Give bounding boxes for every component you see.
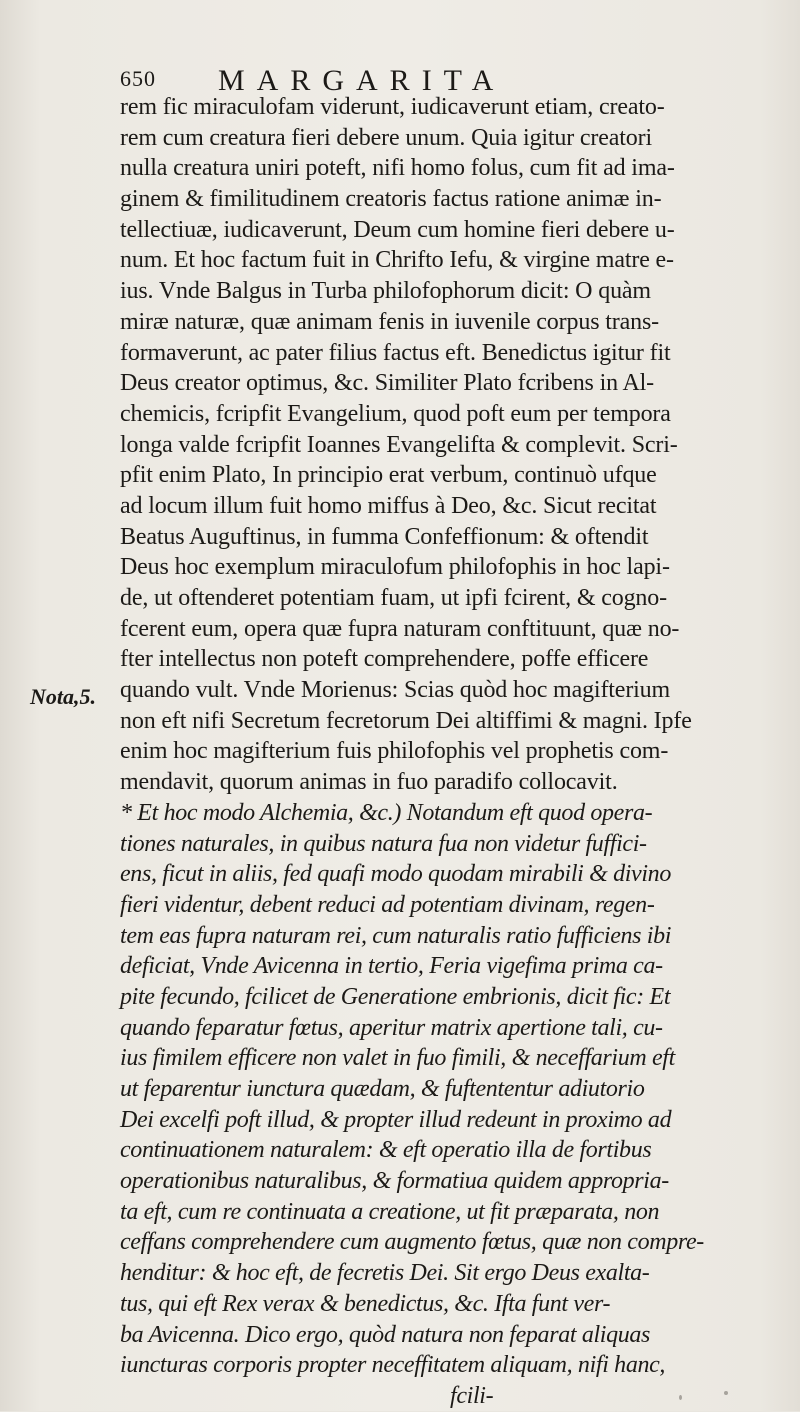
margin-note: Nota,5. [30, 684, 96, 709]
text-line: quando vult. Vnde Morienus: Scias quòd hoc magifterium [120, 677, 671, 704]
text-line: ginem & fimilitudinem creatoris factus ratione animæ in- [120, 186, 662, 213]
text-line: formaverunt, ac pater filius factus eft. Benedictus igitur fit [120, 339, 671, 366]
text-line: Beatus Auguftinus, in fumma Confeffionum: & oftendit [120, 523, 649, 550]
body-text [120, 92, 780, 1412]
text-line: ius. Vnde Balgus in Turba philofophorum dicit: O quàm [120, 278, 651, 305]
note-line: tus, qui eft Rex verax & benedictus, &c. Ifta funt ver- [120, 1290, 611, 1317]
note-line: operationibus naturalibus, & formatiua quidem appropria- [120, 1168, 669, 1195]
note-line: pite fecundo, fcilicet de Generatione embrionis, dicit fic: Et [120, 983, 671, 1010]
text-line: non eft nifi Secretum fecretorum Dei altiffimi & magni. Ipfe [120, 707, 692, 734]
text-line: chemicis, fcripfit Evangelium, quod poft eum per tempora [120, 400, 671, 427]
text-line: fter intellectus non poteft comprehendere, poffe efficere [120, 646, 649, 673]
text-line: nulla creatura uniri poteft, nifi homo folus, cum fit ad ima- [120, 155, 675, 182]
note-line: Dei excelfi poft illud, & propter illud redeunt in proximo ad [120, 1106, 672, 1133]
note-line: ceffans comprehendere cum augmento fœtus, quæ non compre- [120, 1229, 704, 1256]
running-title: MARGARITA [218, 64, 506, 97]
text-line: pfit enim Plato, In principio erat verbum, continuò ufque [120, 462, 657, 489]
note-line: fieri videntur, debent reduci ad potentiam divinam, regen- [120, 891, 655, 918]
note-line: ius fimilem efficere non valet in fuo fimili, & neceffarium eft [120, 1045, 675, 1072]
ink-spot [679, 1395, 682, 1400]
text-line: rem fic miraculofam viderunt, iudicaverunt etiam, creato- [120, 94, 665, 120]
note-line: ens, ficut in aliis, fed quafi modo quodam mirabili & divino [120, 861, 671, 888]
ink-spot [724, 1391, 728, 1395]
text-line: Deus creator optimus, &c. Similiter Plato fcribens in Al- [120, 370, 655, 397]
note-line: continuationem naturalem: & eft operatio illa de fortibus [120, 1137, 652, 1164]
text-line: longa valde fcripfit Ioannes Evangelifta & complevit. Scri- [120, 431, 678, 458]
note-line: quando feparatur fœtus, aperitur matrix apertione tali, cu- [120, 1014, 663, 1041]
note-line: ut feparentur iunctura quædam, & fuftententur adiutorio [120, 1076, 645, 1102]
note-line: ba Avicenna. Dico ergo, quòd natura non feparat aliquas [120, 1321, 651, 1348]
note-line: tem eas fupra naturam rei, cum naturalis ratio fufficiens ibi [120, 922, 672, 949]
note-line: * Et hoc modo Alchemia, &c.) Notandum eft quod opera- [120, 799, 653, 826]
text-line: tellectiuæ, iudicaverunt, Deum cum homine fieri debere u- [120, 216, 675, 243]
note-line: deficiat, Vnde Avicenna in tertio, Feria vigefima prima ca- [120, 953, 663, 980]
page-number: 650 [120, 66, 156, 91]
text-line: ad locum illum fuit homo miffus à Deo, &c. Sicut recitat [120, 492, 657, 519]
note-line: tiones naturales, in quibus natura fua non videtur fuffici- [120, 830, 647, 857]
note-line: ta eft, cum re continuata a creatione, ut fit præparata, non [120, 1198, 660, 1225]
text-line: fcerent eum, opera quæ fupra naturam conftituunt, quæ no- [120, 615, 680, 642]
text-line: num. Et hoc factum fuit in Chrifto Iefu, & virgine matre e- [120, 247, 674, 274]
text-line: Deus hoc exemplum miraculofum philofophis in hoc lapi- [120, 554, 670, 581]
note-line: fcili- [450, 1382, 494, 1409]
text-line: mendavit, quorum animas in fuo paradifo collocavit. [120, 769, 618, 796]
text-line: enim hoc magifterium fuis philofophis vel prophetis com- [120, 738, 669, 765]
note-line: iuncturas corporis propter neceffitatem aliquam, nifi hanc, [120, 1352, 666, 1379]
text-line: rem cum creatura fieri debere unum. Quia igitur creatori [120, 124, 653, 151]
text-line: miræ naturæ, quæ animam fenis in iuvenile corpus trans- [120, 308, 659, 335]
note-line: henditur: & hoc eft, de fecretis Dei. Sit ergo Deus exalta- [120, 1260, 650, 1287]
text-line: de, ut oftenderet potentiam fuam, ut ipfi fcirent, & cogno- [120, 585, 667, 611]
